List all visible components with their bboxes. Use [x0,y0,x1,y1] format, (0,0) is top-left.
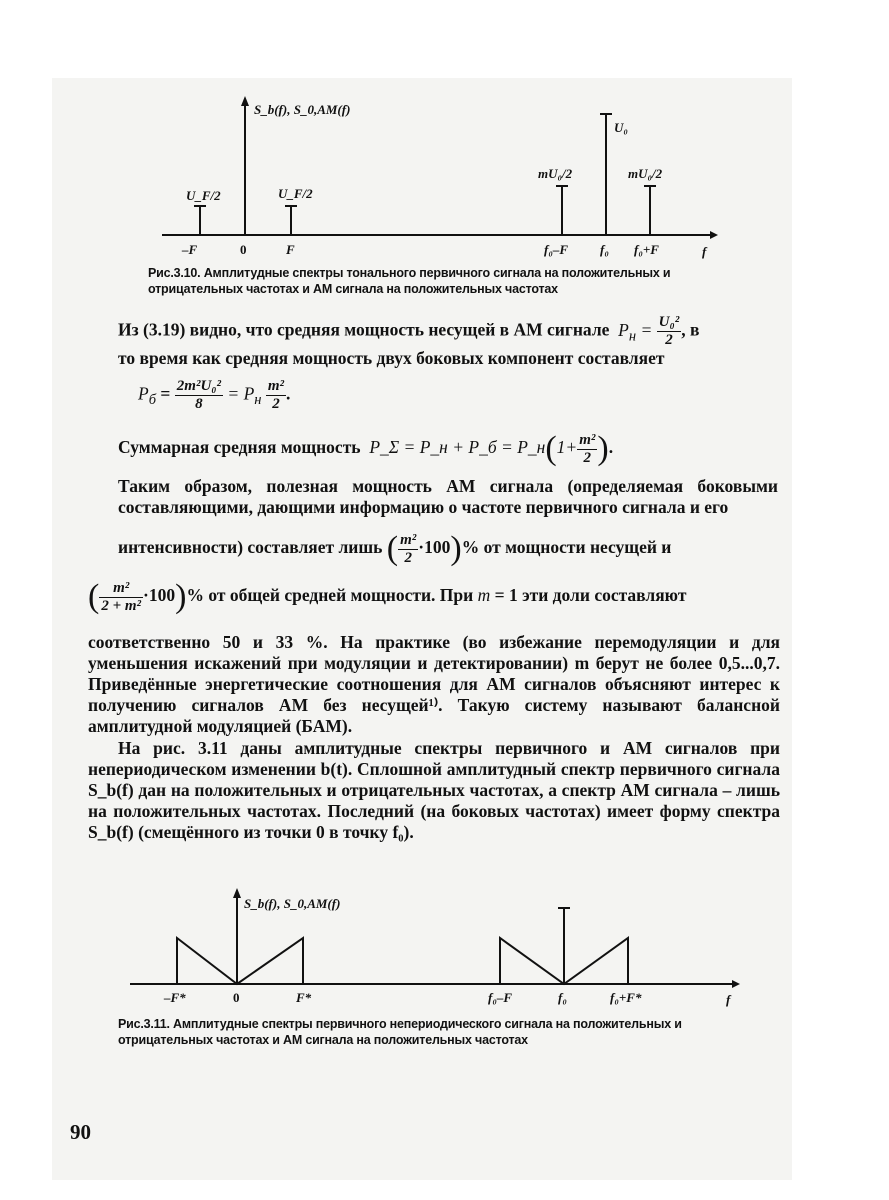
label-u0: U₀ [614,120,628,135]
text-line-intensity: интенсивности) составляет лишь ( $\frac{\text{m²}}{2}$ ·100)% от мощности несущей и [118,530,672,567]
y-axis-arrow [233,888,241,898]
baseband-spectrum [177,938,303,984]
text-line-2: то время как средняя мощность двух боковых компонент составляет [118,348,665,368]
figure-3-10 [150,90,730,260]
text-line-total: ( $\frac{\text{m²}}{\text{2 + m²}}$ ·100)% от общей средней мощности. При m = 1 эти доли составляют [88,578,687,615]
y-axis-arrow [241,96,249,106]
label-uf-right: U_F/2 [278,186,313,201]
formula-pb: $P_б$ = $\frac{\text{2m²U₀²}}{8}$ = $P_н$ $\frac{\text{m²}}{2}$ . [138,378,291,412]
figure-3-11 [120,882,760,1012]
tick-F: F [286,242,295,257]
y-axis-label: S_b(f), S_0,AM(f) [244,896,341,911]
x-axis-label: f [702,244,707,259]
formula-pn: $P_н$ = [618,319,653,345]
figure-caption-3-11: Рис.3.11. Амплитудные спектры первичного непериодического сигнала на положительных и отрицательных частотах и АМ сигнала на положительных частотах [118,1017,682,1047]
tick-f0-plus-F: f₀+F [634,242,659,257]
tick-neg-F: –F* [164,990,186,1005]
paragraph-practice: соответственно 50 и 33 %. На практике (во избежание перемодуляции и для уменьшения искажений при модуляции и детектировании) m берут не более 0,5...0,7. Приведённые энергетические соотношения для АМ сигналов объясняют интерес к получению сигналов АМ без несущей¹⁾. Такую систему называют балансной амплитудной модуляцией (БАМ). [88,632,780,736]
frac-u0-2: $\frac{\text{U₀²}}{2}$ [658,314,680,348]
figure-caption-3-10: Рис.3.10. Амплитудные спектры тонального первичного сигнала на положительных и отрицательных частотах и АМ сигнала на положительных частотах [148,266,671,296]
spectrum-tonal-svg [150,90,730,260]
x-axis-arrow [732,980,740,988]
label-mu0-right: mU₀/2 [628,166,663,181]
page-number: 90 [70,1120,91,1144]
text-line-1: Из (3.19) видно, что средняя мощность несущей в АМ сигнале $P_н$ = $\frac{\text{U₀²}}{2}$ , в [118,314,700,348]
text-line-sum: Суммарная средняя мощность P_Σ = P_н + P_б = P_н(1+ $\frac{\text{m²}}{2}$ ). [118,430,614,467]
tick-neg-F: –F [182,242,198,257]
x-axis-arrow [710,231,718,239]
x-axis-label: f [726,992,731,1007]
tick-zero: 0 [240,242,247,257]
label-mu0-left: mU₀/2 [538,166,573,181]
label-uf-left: U_F/2 [186,188,221,203]
tick-zero: 0 [233,990,240,1005]
y-axis-label: S_b(f), S_0,AM(f) [254,102,351,117]
spectrum-nonperiodic-svg [120,882,760,1012]
paragraph-fig-3-11: На рис. 3.11 даны амплитудные спектры первичного и АМ сигналов при непериодическом изменении b(t). Сплошной амплитудный спектр первичного сигнала S_b(f) дан на положительных и отрицательных частотах, а спектр АМ сигнала – лишь на положительных частотах. Последний (на боковых частотах) имеет форму спектра S_b(f) (смещённого из точки 0 в точку f₀). [88,738,780,842]
tick-f0: f₀ [558,990,567,1005]
tick-F: F* [296,990,312,1005]
paragraph-useful-power: Таким образом, полезная мощность АМ сигнала (определяемая боковыми составляющими, дающими информацию о частоте первичного сигнала и его [118,476,778,517]
tick-f0: f₀ [600,242,609,257]
tick-f0-plus-F: f₀+F* [610,990,642,1005]
tick-f0-minus-F: f₀–F [544,242,569,257]
tick-f0-minus-F: f₀–F [488,990,513,1005]
